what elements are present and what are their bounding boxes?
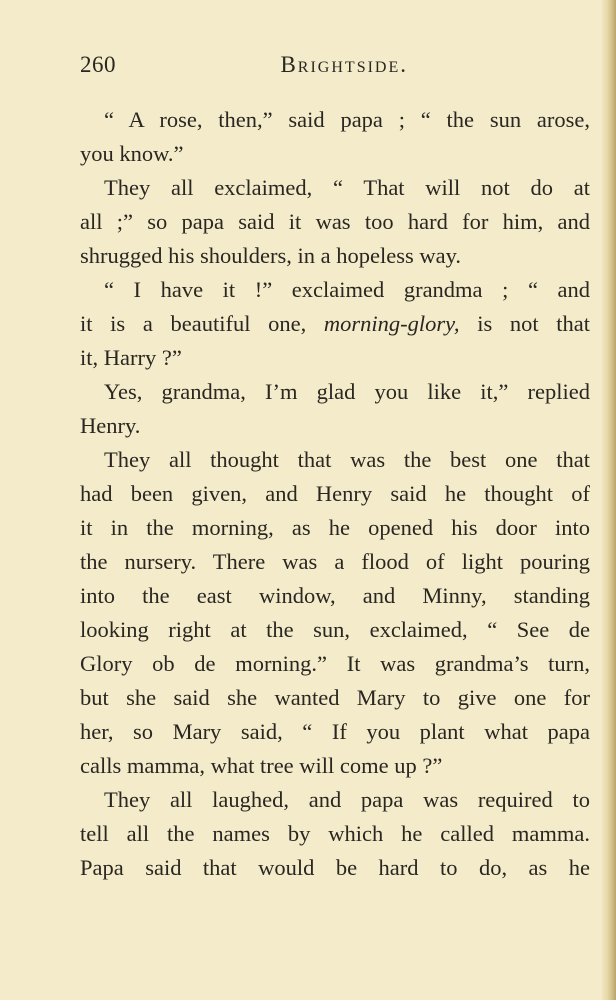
- text-line: calls mamma, what tree will come up ?”: [80, 753, 443, 778]
- text-line: it in the morning, as he opened his door into: [80, 515, 590, 540]
- text-line: all ;” so papa said it was too hard for him, and: [80, 209, 590, 234]
- page-edge: [602, 0, 616, 1000]
- text-line: but she said she wanted Mary to give one for: [80, 685, 590, 710]
- text-line: “ I have it !” exclaimed grandma ; “ and: [104, 277, 590, 302]
- text-line: Henry.: [80, 413, 141, 438]
- text-line: into the east window, and Minny, standing: [80, 583, 590, 608]
- running-title: Brightside.: [280, 52, 408, 77]
- text-line: looking right at the sun, exclaimed, “ See de: [80, 617, 590, 642]
- italic-term: morning-glory,: [323, 311, 460, 336]
- text-line: you know.”: [80, 141, 184, 166]
- text-line: Yes, grandma, I’m glad you like it,” replied: [104, 379, 590, 404]
- text-line: They all exclaimed, “ That will not do at: [104, 175, 590, 200]
- page-number: 260: [80, 52, 116, 77]
- text-line: They all thought that was the best one that: [104, 447, 590, 472]
- text-line: the nursery. There was a flood of light pouring: [80, 549, 590, 574]
- text-line: her, so Mary said, “ If you plant what papa: [80, 719, 590, 744]
- text-line: it, Harry ?”: [80, 345, 182, 370]
- text-line: had been given, and Henry said he thought of: [80, 481, 590, 506]
- text-line: shrugged his shoulders, in a hopeless way.: [80, 243, 461, 268]
- text-line: Papa said that would be hard to do, as he: [80, 855, 590, 880]
- text-line: “ A rose, then,” said papa ; “ the sun arose,: [104, 107, 590, 132]
- text-line: Glory ob de morning.” It was grandma’s turn,: [80, 651, 590, 676]
- page-header: [80, 52, 408, 82]
- text-line: tell all the names by which he called mamma.: [80, 821, 590, 846]
- text-line: They all laughed, and papa was required to: [104, 787, 590, 812]
- text-line: it is a beautiful one, morning-glory, is not that: [80, 311, 590, 336]
